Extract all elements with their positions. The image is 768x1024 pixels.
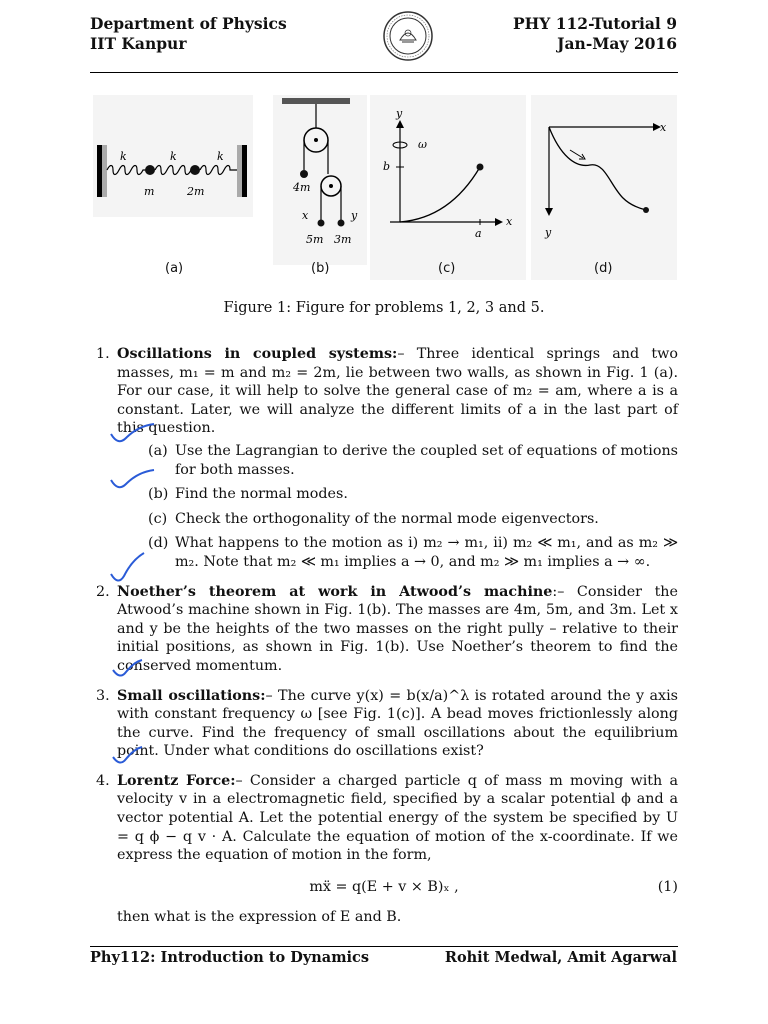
footer-course: Phy112: Introduction to Dynamics <box>90 949 370 966</box>
figure-caption: Figure 1: Figure for problems 1, 2, 3 and 5. <box>223 300 545 316</box>
problem-1-part-a <box>117 442 678 479</box>
fig-label-c: (c) <box>438 261 456 276</box>
fig-c-omega: ω <box>418 138 427 151</box>
fig-b-5m: 5m <box>306 233 324 246</box>
fig-a-mass2: 2m <box>187 185 205 198</box>
part-text: Find the normal modes. <box>175 486 348 503</box>
part-label: (d) <box>148 535 169 552</box>
term: Jan-May 2016 <box>557 34 677 53</box>
problem-1-part-b <box>117 485 678 504</box>
problem-number: 2. <box>96 583 110 600</box>
problem-text: – Consider a charged particle q of mass m moving with a velocity v in a electromagnetic field, specified by a scalar potential ϕ and a vector potential A. Let the potential energy of the system be specified by U = q ϕ − q v · A. Calculate the equation of motion of the x-coordinate. If we express the equation of motion in the form, <box>117 772 678 864</box>
footer-rule <box>90 946 678 947</box>
department-name: Department of Physics <box>90 14 287 33</box>
fig-label-b: (b) <box>311 261 330 276</box>
problem-title: Oscillations in coupled systems: <box>117 346 398 362</box>
fig-c-a: a <box>475 227 482 240</box>
header-right <box>513 14 677 54</box>
fig-c-b: b <box>383 160 391 173</box>
problem-text: – Three identical springs and two masses, m₁ = m and m₂ = 2m, lie between two walls, as shown in Fig. 1 (a). For our case, it will help to solve the general case of m₂ = am, where a is a constant. Later, we will analyze the different limits of a in the last part of this question. <box>117 346 678 437</box>
problem-2 <box>90 583 678 676</box>
part-label: (b) <box>148 486 169 503</box>
part-text: Use the Lagrangian to derive the coupled set of equations of motions for both masses. <box>175 442 678 478</box>
problem-1-part-c <box>117 510 678 529</box>
fig-b-x: x <box>302 209 309 222</box>
fig-a-k3: k <box>217 150 224 163</box>
part-text: Check the orthogonality of the normal mode eigenvectors. <box>175 510 599 527</box>
fig-b-3m: 3m <box>334 233 352 246</box>
institute-seal-logo <box>382 10 434 62</box>
course-title: PHY 112-Tutorial 9 <box>512 14 677 33</box>
part-label: (a) <box>148 442 168 459</box>
footer-authors: Rohit Medwal, Amit Agarwal <box>444 949 677 966</box>
problem-4-tail: then what is the expression of E and B. <box>117 908 402 925</box>
institute-name: IIT Kanpur <box>90 34 187 53</box>
problem-number: 1. <box>96 346 110 362</box>
problem-number: 4. <box>96 772 110 789</box>
fig-a-k1: k <box>120 150 127 163</box>
fig-c-y: y <box>396 107 403 120</box>
fig-c-x: x <box>506 215 513 228</box>
figure-1 <box>90 90 678 285</box>
fig-label-d: (d) <box>594 261 613 276</box>
header-left <box>90 14 287 54</box>
fig-a-mass1: m <box>144 185 155 198</box>
header-rule <box>90 72 678 73</box>
fig-label-a: (a) <box>165 261 184 276</box>
equation-number: (1) <box>657 878 678 895</box>
fig-d-y: y <box>545 226 552 239</box>
equation-text: mẍ = q(E + v × B)ₓ , <box>309 878 459 895</box>
part-text: What happens to the motion as i) m₂ → m₁, ii) m₂ ≪ m₁, and as m₂ ≫ m₂. Note that m₂ ≪ m₁ implies a → 0, and m₂ ≫ m₁ implies a → ∞. <box>175 535 678 570</box>
problem-title: Small oscillations: <box>117 687 266 704</box>
problem-4 <box>90 772 678 865</box>
problem-title: Lorentz Force: <box>117 772 236 789</box>
fig-a-k2: k <box>170 150 177 163</box>
problem-3 <box>90 687 678 761</box>
problem-list <box>90 345 678 926</box>
equation-1 <box>90 876 678 902</box>
problem-text: – The curve y(x) = b(x/a)^λ is rotated around the y axis with constant frequency ω [see Fig. 1(c)]. A bead moves frictionlessly along the curve. Find the frequency of small oscillations about the equilibrium point. Under what conditions do oscillations exist? <box>117 687 678 760</box>
problem-text: :– Consider the Atwood’s machine shown in Fig. 1(b). The masses are 4m, 5m, and 3m. Let x and y be the heights of the two masses on the right pully – relative to their initial positions, as shown in Fig. 1(b). Use Noether’s theorem to find the conserved momentum. <box>117 583 678 674</box>
problem-1 <box>90 345 678 572</box>
problem-1-part-d <box>117 534 678 571</box>
problem-title: Noether’s theorem at work in Atwood’s machine <box>117 583 553 600</box>
fig-b-4m: 4m <box>293 181 311 194</box>
part-label: (c) <box>148 510 168 527</box>
problem-number: 3. <box>96 687 110 704</box>
fig-b-y: y <box>351 209 358 222</box>
fig-d-x: x <box>660 121 667 134</box>
